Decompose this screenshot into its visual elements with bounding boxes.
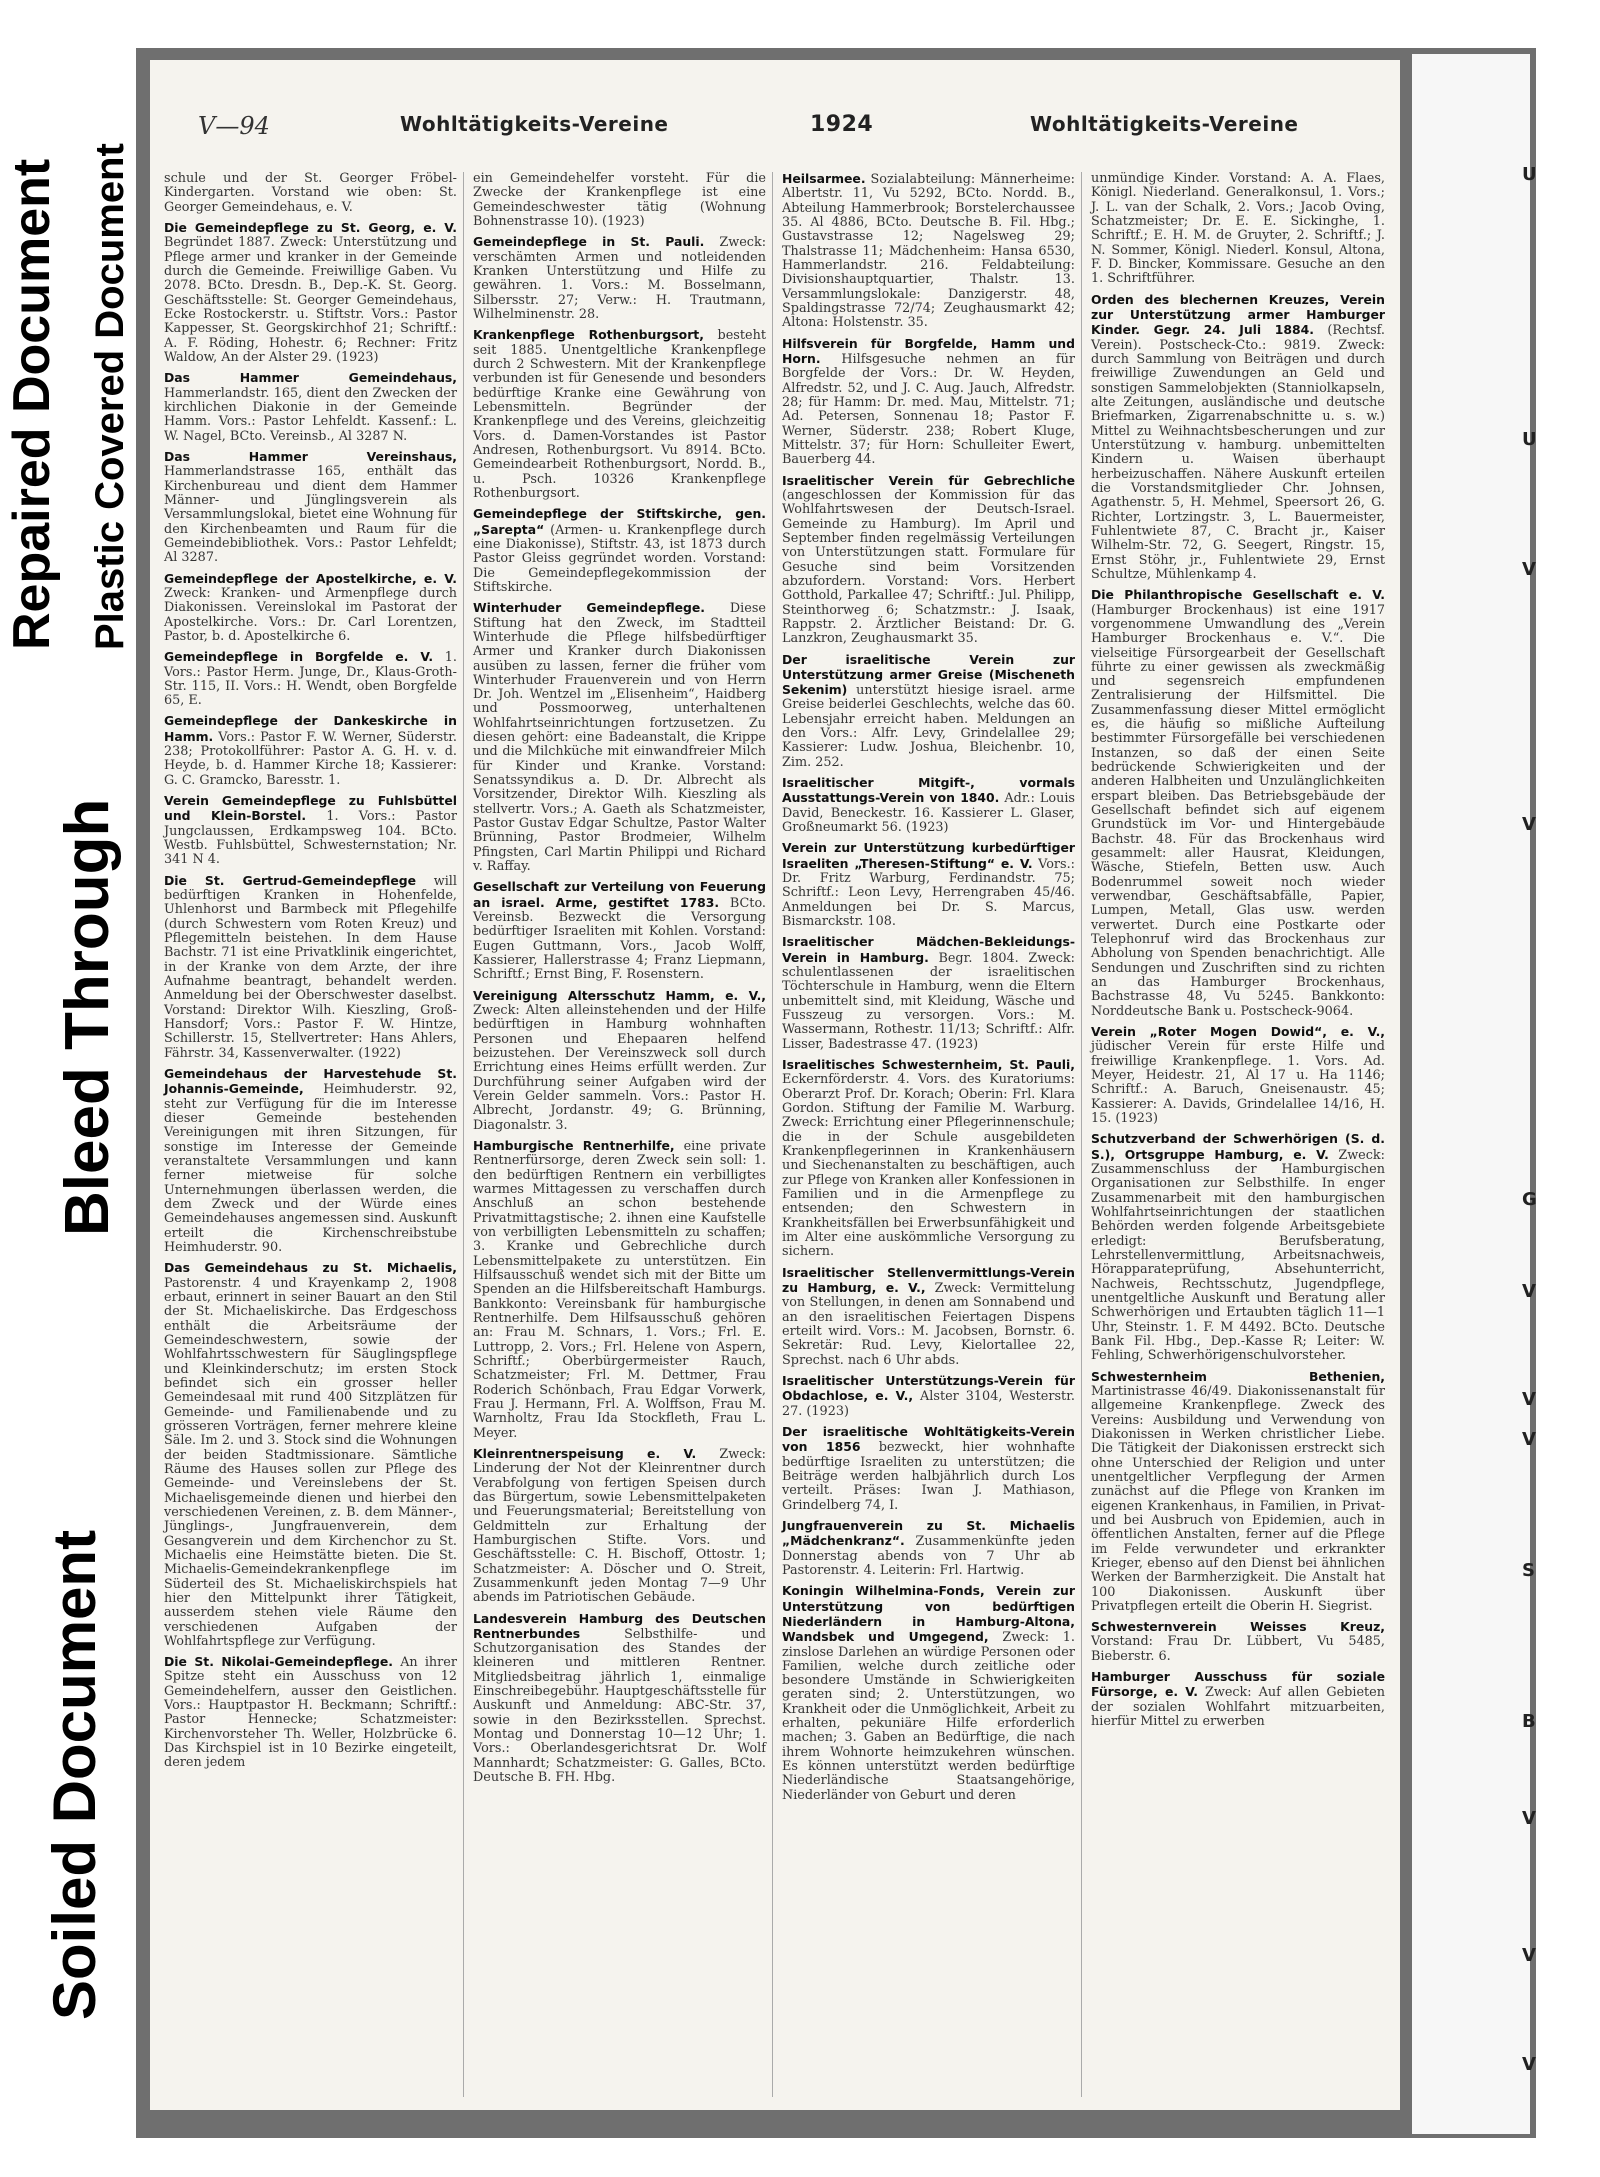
column-3: [776, 172, 1082, 2097]
entry-title: Krankenpflege Rothenburgsort,: [473, 327, 704, 343]
entry-body: (Hamburger Brockenhaus) ist eine 1917 vorgenommene Umwandlung des „Verein Hamburger Brockenhaus e. V.“. Die vielseitige Fürsorgearbeit der Gesellschaft führte zu einer gewissen als zweckmäßig und segensreich empfundenen Zentralisierung der Hilfsmittel. Die Zusammenfassung dieser Mittel ermöglicht es, die häufig so mißliche Aufteilung bestimmter Fürsorgefälle bei verschiedenen Instanzen, so daß der einen Seite bedrückende Schwierigkeiten und der anderen Halbheiten und Unzulänglichkeiten erspart bleiben. Das Betriebsgebäude der Gesellschaft befindet sich auf eigenem Grundstück im Vor- und Hintergebäude Bachstr. 48. Für das Brockenhaus wird gesammelt: aller Hausrat, Kleidungen, Wäsche, Stiefeln, Betten usw. Auch Bodenrummel soweit noch wieder verwendbar, Geschäftsabfälle, Papier, Lumpen, Metall, Glas usw. werden verwertet. Durch eine Postkarte oder Telephonruf wird das Brockenhaus zur Abholung von Spenden benachrichtigt. Alle Sendungen und Zuschriften sind zu richten an das Hamburger Brockenhaus, Bachstrasse 48, Vu 5245. Bankkonto: Norddeutsche Bank u. Postscheck-9064.: [1091, 602, 1385, 1019]
entry-body: Zweck: Alten alleinstehenden und der Hilfe bedürftigen in Hamburg wohnhaften Personen und Ehepaaren helfend beizustehen. Der Vereinszweck soll durch Errichtung eines Heims erfüllt werden. Zur Durchführung seiner Aufgaben wird der Verein Gelder sammeln. Vors.: Pastor H. Albrecht, Jordanstr. 49; G. Brünning, Diagonalstr. 3.: [473, 1003, 766, 1133]
entry-body: Selbsthilfe- und Schutzorganisation des Standes der kleineren und mittleren Rentner. Mitgliedsbeitrag jährlich 1, einmalige Einschreibegebühr. Hauptgeschäftsstelle für Auskunft und Anmeldung: ABC-Str. 37, sowie in den Bezirksstellen. Sprechst. Montag und Donnerstag 10—12 Uhr; 1. Vors.: Oberlandesgerichtsrat Dr. Wolf Mannhardt; Schatzmeister: G. Galles, BCto. Deutsche B. FH. Hbg.: [473, 1626, 766, 1786]
directory-entry: [164, 1655, 457, 1771]
entry-title: Der israelitische Verein zur Unterstützung armer Greise (Mischeneth Sekenim): [782, 651, 1075, 698]
directory-entry: [1091, 293, 1385, 583]
directory-entry: [164, 371, 457, 444]
directory-entry: [782, 474, 1075, 647]
directory-entry: [782, 935, 1075, 1052]
entry-body: An ihrer Spitze steht ein Ausschuss von 12 Gemeindehelfern, ausser den Geistlichen. Vors.: Hauptpastor H. Beckmann; Schriftf.: Pastor Hennecke; Schatzmeister: Kirchenvorsteher Th. Weller, Holzbrücke 6. Das Kirchspiel ist in 10 Bezirke eingeteilt, deren jedem: [164, 1655, 457, 1771]
entry-title: Gemeindepflege in St. Pauli.: [473, 234, 705, 250]
entry-title: Die Gemeindepflege zu St. Georg, e. V.: [164, 219, 457, 235]
strip-fragment: B: [1522, 1711, 1536, 1732]
directory-entry: [473, 1612, 766, 1786]
entry-title: Gemeindepflege in Borgfelde e. V.: [164, 649, 434, 665]
directory-entry: [164, 714, 457, 788]
entry-title: Verein Gemeindepflege zu Fuhlsbüttel und Klein-Borstel.: [164, 793, 457, 824]
directory-entry: [782, 1519, 1075, 1578]
column-1: [158, 172, 464, 2097]
entry-body: Hammerlandstr. 165, dient den Zwecken der kirchlichen Diakonie in der Gemeinde Hamm. Vors.: Pastor Lehfeldt. Kassenf.: L. W. Nagel, BCto. Vereinsb., Al 3287 N.: [164, 385, 457, 444]
strip-fragment: S: [1522, 1560, 1535, 1581]
entry-body: Hilfsgesuche nehmen an für Borgfelde der Vors.: Dr. W. Heyden, Alfredstr. 52, und J. C. Aug. Jauch, Alfredstr. 28; für Hamm: Dr. med. Mau, Mittelstr. 71; Ad. Petersen, Sonnenau 18; Pastor F. Werner, Süderstr. 238; Robert Kluge, Mittelstr. 37; für Horn: Schulleiter Ewert, Bauerberg 44.: [782, 351, 1075, 468]
entry-title: Hamburgische Rentnerhilfe,: [473, 1138, 675, 1153]
entry-title: Das Hammer Vereinshaus,: [164, 448, 457, 464]
entry-body: jüdischer Verein für erste Hilfe und freiwillige Krankenpflege. 1. Vors. Ad. Meyer, Heidestr. 21, Al 17 u. Ha 1146; Schriftf.: A. Baruch, Gneisenaustr. 45; Kassierer: A. Davids, Grindelallee 14/16, H. 15. (1923): [1091, 1039, 1385, 1126]
entry-title: Das Gemeindehaus zu St. Michaelis,: [164, 1260, 457, 1276]
entry-body: Zweck: Auf allen Gebieten der sozialen Wohlfahrt mitzuarbeiten, hierfür Mittel zu erwerben: [1091, 1685, 1385, 1730]
entry-title: Schwesternverein Weisses Kreuz,: [1091, 1619, 1385, 1635]
directory-entry: [782, 337, 1075, 468]
entry-body: Zweck: verschämten Armen und notleidenden Kranken Unterstützung und Hilfe zu gewähren. 1. Vors.: M. Bosselmann, Silbersstr. 27; Verw.: H. Trautmann, Wilhelminenstr. 28.: [473, 235, 767, 322]
directory-entry: [1091, 1670, 1385, 1729]
entry-title: Israelitischer Mädchen-Bekleidungs-Verein in Hamburg.: [782, 934, 1075, 965]
soiled-document-label: Soiled Document: [41, 1529, 108, 2020]
directory-entry: [782, 1425, 1075, 1513]
directory-entry: [473, 507, 766, 595]
entry-body: Hammerlandstrasse 165, enthält das Kirchenbureau und dient dem Hammer Männer- und Jünglingsverein als Versammlungslokal, bietet eine Wohnung für den Kirchenbeamten und Raum für die Gemeindebibliothek. Vors.: Pastor Lehfeldt; Al 3287.: [164, 464, 457, 566]
entry-body: will bedürftigen Kranken in Hohenfelde, Uhlenhorst und Barmbeck mit Pflegehilfe (durch Schwestern vom Roten Kreuz) und Pflegemitteln beistehen. In dem Hause Bachstr. 71 ist eine Privatklinik eingerichtet, in der Kranke von dem Arzte, der ihre Aufnahme beantragt, behandelt werden. Anmeldung bei der Oberschwester daselbst. Vorstand: Direktor Wilh. Kieszling, Groß-Hansdorf; Vors.: Pastor F. W. Hintze, Schillerstr. 15, Stellvertreter: Hans Ahlers, Fährstr. 34, Kassenverwalter. (1922): [164, 873, 457, 1061]
directory-entry: [782, 841, 1075, 929]
entry-body: 1. Vors.: Pastor Herm. Junge, Dr., Klaus-Groth-Str. 115, II. Vors.: H. Wendt, oben Borgfelde 65, E.: [164, 650, 457, 709]
strip-fragment: V: [1522, 814, 1536, 835]
entry-body: ein Gemeindehelfer vorsteht. Für die Zwecke der Krankenpflege ist eine Gemeindeschwester tätig (Wohnung Bohnenstrasse 10). (1923): [473, 171, 766, 229]
entry-body: (angeschlossen der Kommission für das Wohlfahrtswesen der Deutsch-Israel. Gemeinde zu Hamburg). Im April und September finden regelmässig Verteilungen von Unterstützungen statt. Formulare für Gesuche sind beim Vorsitzenden abzufordern. Vorstand: Vors. Herbert Gotthold, Parkallee 47; Schriftf.: Jul. Philipp, Steinthorweg 6; Schatzmstr.: J. Isaak, Rappstr. 2. Ärztlicher Beistand: Dr. G. Lanzkron, Zeughausmarkt 35.: [782, 487, 1075, 647]
directory-entry: [164, 794, 457, 868]
entry-body: Zweck: Linderung der Not der Kleinrentner durch Verabfolgung von fertigen Speisen durch das Bürgertum, sowie Lebensmittelpaketen und Feuerungsmaterial; Bereitstellung von Geldmitteln zur Erhaltung der Hamburgischen Stifte. Vors. und Geschäftsstelle: C. H. Bischoff, Ottostr. 1; Schatzmeister: A. Döscher und O. Streit, Zusammenkunft jeden Montag 7—9 Uhr abends im Patriotischen Gebäude.: [473, 1446, 766, 1606]
entry-title: Gemeindehaus der Harvestehude St. Johannis-Gemeinde,: [164, 1066, 457, 1097]
directory-entry: [782, 1266, 1075, 1368]
directory-entry: [473, 880, 766, 982]
entry-body: Pastorenstr. 4 und Krayenkamp 2, 1908 erbaut, erinnert in seiner Bauart an den Stil der St. Michaeliskirche. Das Erdgeschoss enthält die Arbeitsräume der Gemeindeschwestern, sowie der Wohlfahrtsschwestern für Säuglingspflege und Kleinkinderschutz; im ersten Stock befindet sich ein grosser heller Gemeindesaal mit rund 400 Sitzplätzen für Gemeinde- und Familienabende und zu grösseren Vorträgen, ferner mehrere kleine Säle. Im 2. und 3. Stock sind die Wohnungen der beiden Stadtmissionare. Sämtliche Räume des Hauses sollen zur Pflege des Gemeinde- und Vereinslebens der St. Michaelisgemeinde dienen und hierbei den verschiedenen Vereinen, z. B. dem Männer-, Jünglings-, Jungfrauenverein, dem Gesangverein und dem Kirchenchor zu St. Michaelis eine Heimstätte bieten. Die St. Michaelis-Gemeindekrankenpflege im Süderteil des St. Michaeliskirchspiels hat hier den Mittelpunkt ihrer Tätigkeit, ausserdem stehen viele Räume den verschiedenen Aufgaben der Wohlfahrtspflege zur Verfügung.: [164, 1275, 457, 1649]
strip-fragment: V: [1522, 1389, 1536, 1410]
entry-body: unmündige Kinder. Vorstand: A. A. Flaes, Königl. Niederland. Generalkonsul, 1. Vors.; J. L. van der Schalk, 2. Vors.; Jacob Oving, Schatzmeister; Dr. E. E. Sickinghe, 1. Schriftf.; E. H. M. de Gruyter, 2. Schriftf.; J. N. Sommer, Königl. Niederl. Konsul, Altona, F. D. Bincker, Kommissare. Gesuche an den 1. Schriftführer.: [1091, 171, 1385, 287]
scanned-page: [150, 60, 1400, 2110]
strip-fragment: V: [1522, 2054, 1536, 2075]
bleed-through-label: Bleed Through: [53, 798, 122, 1236]
entry-body: Heimhuderstr. 92, steht zur Verfügung für die im Interesse dieser Gemeinde bestehenden Vereinigungen mit ihren Sitzungen, für sonstige im Interesse der Gemeinde veranstaltete Versammlungen und kann ferner mietweise für solche Unternehmungen überlassen werden, die dem Zweck und der Würde eines Gemeindehauses angemessen sind. Auskunft erteilt die Kirchenschreibstube Heimhuderstr. 90.: [164, 1082, 457, 1255]
directory-entry: [164, 172, 457, 215]
entry-title: Koningin Wilhelmina-Fonds, Verein zur Unterstützung von bedürftigen Niederländern in Hamburg-Altona, Wandsbek und Umgegend,: [782, 1583, 1075, 1645]
directory-entry: [164, 450, 457, 566]
directory-entry: [473, 172, 766, 229]
entry-body: Zweck: 1. zinslose Darlehen an würdige Personen oder Familien, welche durch zeitliche oder besondere Umstände in Schwierigkeiten geraten sind; 2. Unterstützungen, wo Krankheit oder die Unmöglichkeit, Arbeit zu erhalten, pekuniäre Hilfe erforderlich machen; 3. Gaben an Bedürftige, die nach ihrem Wohnorte heimzukehren wünschen. Es können unterstützt werden bedürftige Niederländische Staatsangehörige, Niederländer von Geburt und deren: [782, 1630, 1075, 1803]
entry-title: Gesellschaft zur Verteilung von Feuerung an israel. Arme, gestiftet 1783.: [473, 879, 766, 910]
directory-entry: [164, 874, 457, 1061]
entry-title: Israelitischer Unterstützungs-Verein für Obdachlose, e. V.,: [782, 1372, 1075, 1404]
entry-title: Verein zur Unterstützung kurbedürftiger Israeliten „Theresen-Stiftung“ e. V.: [782, 840, 1075, 871]
entry-body: Vorstand: Frau Dr. Lübbert, Vu 5485, Bieberstr. 6.: [1091, 1634, 1385, 1664]
strip-fragment: V: [1522, 1429, 1536, 1450]
directory-entry: [473, 1139, 766, 1441]
plastic-covered-document-label: Plastic Covered Document: [88, 143, 132, 650]
directory-entry: [473, 989, 766, 1133]
entry-title: Jungfrauenverein zu St. Michaelis „Mädchenkranz“.: [782, 1517, 1075, 1549]
directory-entry: [782, 1374, 1075, 1419]
entry-body: Zweck: Kranken- und Armenpflege durch Diakonissen. Vereinslokal im Pastorat der Apostelkirche. Vors.: Dr. Carl Lorentzen, Pastor, b. d. Apostelkirche 6.: [164, 585, 457, 644]
entry-title: Schwesternheim Bethenien,: [1091, 1368, 1385, 1384]
directory-entry: [1091, 1132, 1385, 1363]
entry-body: Eckernförderstr. 4. Vors. des Kuratoriums: Oberarzt Prof. Dr. Korach; Oberin: Frl. Klara Gordon. Stiftung der Familie M. Warburg. Zweck: Errichtung einer Pflegerinnenschule; die in der Schule ausgebildeten Krankenpflegerinnen in Krankenhäusern und Siechenanstalten zu beschäftigen, auch zur Pflege von Kranken aller Konfessionen in Familien und in die Armenpflege zu entsenden; den Schwestern in Krankheitsfällen bei Erwerbsunfähigkeit und im Alter eine auskömmliche Versorgung zu sichern.: [782, 1072, 1075, 1260]
entry-body: Vors.: Dr. Fritz Warburg, Ferdinandstr. 75; Schriftf.: Leon Levy, Herrengraben 45/46. Anmeldungen bei Dr. S. Marcus, Bismarckstr. 108.: [782, 856, 1075, 930]
directory-entry: [782, 776, 1075, 835]
directory-entry: [782, 653, 1075, 771]
entry-body: Zusammenkünfte jeden Donnerstag abends von 7 Uhr ab Pastorenstr. 4. Leiterin: Frl. Hartwig.: [782, 1534, 1075, 1578]
directory-entry: [473, 1447, 766, 1606]
directory-entry: [473, 235, 766, 322]
strip-fragment: V: [1522, 559, 1536, 580]
entry-title: Landesverein Hamburg des Deutschen Rentnerbundes: [473, 1610, 766, 1641]
entry-title: Israelitischer Verein für Gebrechliche: [782, 472, 1075, 488]
entry-body: Zweck: Zusammenschluss der Hamburgischen Organisationen zur Selbsthilfe. In enger Zusammenarbeit mit den hamburgischen Wohlfahrtseinrichtungen der staatlichen Behörden werden folgende Arbeitsgebiete erledigt: Berufsberatung, Lehrstellenvermittlung, Arbeitsnachweis, Hörapparateprüfung, Absehunterricht, Nachweis, Rechtsschutz, Jugendpflege, unentgeltliche Auskunft und Beratung aller Schwerhörigen und Ertaubten täglich 11—1 Uhr, Steinstr. 1. F. M 4492. BCto. Deutsche Bank Fil. Hbg., Dep.-Kasse R; Leiter: W. Fehling, Schwerhörigenschulvorsteher.: [1091, 1147, 1385, 1364]
entry-title: Gemeindepflege der Dankeskirche in Hamm.: [164, 713, 457, 744]
column-4: [1085, 172, 1391, 2097]
entry-title: Verein „Roter Mogen Dowid“, e. V.,: [1091, 1024, 1385, 1040]
strip-fragment: U: [1522, 164, 1537, 185]
entry-title: Kleinrentnerspeisung e. V.: [473, 1445, 697, 1461]
entry-body: unterstützt hiesige israel. arme Greise beiderlei Geschlechts, welche das 60. Lebensjahr erreicht haben. Meldungen an den Vors.: Alfr. Levy, Grindelallee 29; Kassierer: Ludw. Joshua, Bleichenbr. 10, Zim. 252.: [782, 683, 1075, 770]
entry-title: Die Philanthropische Gesellschaft e. V.: [1091, 587, 1385, 603]
entry-body: Adr.: Louis David, Beneckestr. 16. Kassierer L. Glaser, Großneumarkt 56. (1923): [782, 791, 1076, 836]
running-title-right: Wohltätigkeits-Vereine: [1030, 112, 1299, 136]
entry-body: Begründet 1887. Zweck: Unterstützung und Pflege armer und kranker in der Gemeinde durch die Gemeinde. Freiwillige Gaben. Vu 2078. BCto. Dresdn. B., Dep.-K. St. Georg. Geschäftsstelle: St. Georger Gemeindehaus, Ecke Rostockerstr. u. Stiftstr. Vors.: Pastor Kappesser, St. Georgskirchhof 21; Schriftf.: A. F. Röding, Hohestr. 6; Rechner: Fritz Waldow, An der Alster 29. (1923): [164, 235, 457, 365]
directory-entry: [164, 650, 457, 708]
directory-entry: [473, 601, 766, 874]
directory-entry: [164, 1067, 457, 1255]
entry-body: schule und der St. Georger Fröbel-Kindergarten. Vorstand wie oben: St. Georger Gemeindehaus, e. V.: [164, 171, 457, 215]
directory-entry: [1091, 1025, 1385, 1126]
entry-body: (Rechtsf. Verein). Postscheck-Cto.: 9819. Zweck: durch Sammlung von Beiträgen und durch freiwillige Zuwendungen an Geld und sonstigen Sammelobjekten (Stanniolkapseln, alte Zeitungen, ausländische und deutsche Briefmarken, Zigarrenabschnitte u. s. w.) Mittel zu Weihnachtsbescherungen und zur Unterstützung v. hamburg. unbemittelten Kindern u. Waisen überhaupt herbeizuschaffen. Nähere Auskunft erteilen die Vorstandsmitglieder Chr. Johnsen, Agathenstr. 5, H. Mehmel, Speersort 26, G. Richter, Lortzingstr. 3, L. Bauermeister, Fuhlentwiete 87, C. Bracht jr., Kaiser Wilhelm-Str. 72, G. Seegert, Ringstr. 15, Ernst Stöhr, jr., Fuhlentwiete 29, Ernst Schultze, Mühlenkamp 4.: [1091, 323, 1385, 582]
entry-title: Die St. Nikolai-Gemeindepflege.: [164, 1654, 394, 1670]
facing-page-strip: [1412, 54, 1537, 2134]
entry-body: bezweckt, hier wohnhafte bedürftige Israeliten zu unterstützen; die Beiträge werden halbjährlich durch Los verteilt. Präses: Iwan J. Mathiason, Grindelberg 74, I.: [782, 1440, 1075, 1513]
entry-title: Schutzverband der Schwerhörigen (S. d. S.), Ortsgruppe Hamburg, e. V.: [1091, 1131, 1385, 1162]
entry-title: Das Hammer Gemeindehaus,: [164, 370, 457, 386]
directory-entry: [164, 221, 457, 365]
entry-body: 1. Vors.: Pastor Jungclaussen, Erdkampsweg 104. BCto. Westb. Fuhlsbüttel, Schwesternstation; Nr. 341 N 4.: [164, 809, 457, 868]
entry-body: Vors.: Pastor F. W. Werner, Süderstr. 238; Protokollführer: Pastor A. G. H. v. d. Heyde, b. d. Hammer Kirche 18; Kassierer: G. C. Gramcko, Baresstr. 1.: [164, 729, 457, 788]
entry-body: besteht seit 1885. Unentgeltliche Krankenpflege durch 2 Schwestern. Mit der Krankenpflege verbunden ist für Genesende und besonders bedürftige Kranke eine Gewährung von Lebensmitteln. Begründer der Krankenpflege und des Vereins, gleichzeitig Vors. d. Damen-Vorstandes ist Pastor Andresen, Rothenburgsort. Vu 8914. BCto. Gemeindearbeit Rothenburgsort, Nordd. B., u. Psch. 10326 Krankenpflege Rothenburgsort.: [473, 328, 766, 501]
running-year: 1924: [810, 112, 874, 137]
entry-title: Gemeindepflege der Apostelkirche, e. V.: [164, 570, 457, 586]
strip-fragment: G: [1522, 1189, 1537, 1210]
entry-title: Israelitischer Stellenvermittlungs-Verein zu Hamburg, e. V.,: [782, 1264, 1075, 1295]
entry-body: (Armen- u. Krankenpflege durch eine Diakonisse), Stiftstr. 43, ist 1873 durch Pastor Gleiss gegründet worden. Vorstand: Die Gemeindepflegekommission der Stiftskirche.: [473, 522, 766, 595]
entry-body: Alster 3104, Westerstr. 27. (1923): [782, 1389, 1075, 1419]
entry-body: Zweck: Vermittelung von Stellungen, in denen am Sonnabend und an den israelitischen Feiertagen Dispens erteilt wird. Vors.: M. Jacobsen, Bornstr. 6. Sekretär: Rud. Levy, Kielortallee 22, Sprechst. nach 6 Uhr abds.: [782, 1280, 1075, 1368]
entry-title: Gemeindepflege der Stiftskirche, gen. „Sarepta“: [473, 506, 766, 537]
entry-title: Die St. Gertrud-Gemeindepflege: [164, 872, 416, 888]
strip-fragment: V: [1522, 1808, 1536, 1829]
entry-title: Vereinigung Altersschutz Hamm, e. V.,: [473, 987, 766, 1003]
entry-body: BCto. Vereinsb. Bezweckt die Versorgung bedürftiger Israeliten mit Kohlen. Vorstand: Eugen Guttmann, Vors., Jacob Wolff, Kassierer, Hallerstrasse 4; Franz Liepmann, Schriftf.; Ernst Bing, F. Rosenstern.: [473, 895, 766, 983]
column-2: [467, 172, 773, 2097]
directory-entry: [782, 1058, 1075, 1260]
directory-entry: [1091, 1620, 1385, 1664]
running-title-left: Wohltätigkeits-Vereine: [400, 112, 669, 136]
entry-title: Hamburger Ausschuss für soziale Fürsorge, e. V.: [1091, 1669, 1385, 1700]
entry-title: Israelitischer Mitgift-, vormals Ausstattungs-Verein von 1840.: [782, 775, 1075, 806]
directory-entry: [164, 1261, 457, 1649]
entry-title: Hilfsverein für Borgfelde, Hamm und Horn.: [782, 335, 1075, 366]
entry-body: Martinistrasse 46/49. Diakonissenanstalt für allgemeine Krankenpflege. Zweck des Vereins: Ausbildung und Verwendung von Diakonissen in Werken christlicher Liebe. Die Tätigkeit der Diakonissen erstreckt sich ohne Unterschied der Religion und unter unentgeltlicher Verpflegung der Armen zunächst auf die Pflege von Kranken im eigenen Krankenhaus, in Familien, in Privat- und bei Ausbruch von Epidemien, auch in öffentlichen Anstalten, ferner auf die Pflege im Felde verwundeter und erkrankter Krieger, ebenso auf den Dienst bei ähnlichen Werken der Barmherzigkeit. Die Anstalt hat 100 Diakonissen. Auskunft über Privatpflegen erteilt die Oberin H. Siegrist.: [1091, 1383, 1385, 1614]
directory-entry: [164, 572, 457, 645]
entry-body: Diese Stiftung hat den Zweck, im Stadtteil Winterhude die Pflege hilfsbedürftiger Armer und Kranker durch Diakonissen ausüben zu lassen, ferner die früher vom Winterhuder Frauenverein und von Herrn Dr. Joh. Wentzel im „Elisenheim“, Haidberg und Possmoorweg, unterhaltenen Wohlfahrtseinrichtungen fortzusetzen. Zu diesen gehört: eine Badeanstalt, die Krippe und die Milchküche mit einwandfreier Milch für Kinder und Kranke. Vorstand: Senatssyndikus a. D. Dr. Albrecht als Vorsitzender, Direktor Wilh. Kieszling als stellvertr. Vors.; A. Gaeth als Schatzmeister, Pastor Gustav Edgar Schultze, Pastor Walter Brünning, Pastor Brodmeier, Wilhelm Pfingsten, Carl Martin Philippi und Richard v. Raffay.: [473, 601, 766, 875]
directory-entry: [782, 172, 1075, 331]
entry-title: Orden des blechernen Kreuzes, Verein zur Unterstützung armer Hamburger Kinder. Gegr. 24. Juli 1884.: [1091, 291, 1385, 338]
entry-title: Winterhuder Gemeindepflege.: [473, 600, 706, 616]
entry-body: eine private Rentnerfürsorge, deren Zweck sein soll: 1. den bedürftigen Rentnern ein verbilligtes warmes Mittagessen zu verschaffen durch Anschluß an schon bestehende Privatmittagstische; 2. ihnen eine Kaufstelle von verbilligten Lebensmitteln zu schaffen; 3. Kranke und Gebrechliche durch Lebensmittelpakete zu unterstützen. Ein Hilfsausschuß wendet sich mit der Bitte um Spenden an die Hilfsbereitschaft Hamburgs. Bankkonto: Vereinsbank für hamburgische Rentnerhilfe. Dem Hilfsausschuß gehören an: Frau M. Schnars, 1. Vors.; Frl. E. Luttropp, 2. Vors.; Frl. Helene von Aspern, Schriftf.; Oberbürgermeister Rauch, Schatzmeister; Frl. M. Dettmer, Frau Roderich Schönbach, Frau Edgar Vorwerk, Frau J. Hermann, Frl. A. Wolffson, Frau M. Warnholtz, Frau Ida Stockfleth, Frau L. Meyer.: [473, 1139, 766, 1441]
repaired-document-label: Repaired Document: [3, 158, 61, 650]
text-columns: [158, 172, 1396, 2097]
directory-entry: [1091, 1370, 1385, 1615]
directory-entry: [473, 328, 766, 501]
entry-body: Sozialabteilung: Männerheime: Albertstr. 11, Vu 5292, BCto. Nordd. B., Abteilung Hammerbrook; Borstelerchaussee 35. Al 4886, BCto. Deutsche B. Fil. Hbg.; Gustavstrasse 12; Nagelsweg 29; Thalstrasse 11; Mädchenheim: Hansa 6530, Hammerlandstr. 216. Feldabteilung: Divisionshauptquartier, Thalstr. 13. Versammlungslokale: Danzigerstr. 48, Spaldingstrasse 72/74; Zeughausmarkt 42; Altona: Holstenstr. 35.: [782, 172, 1075, 331]
page-number: V—94: [198, 112, 270, 140]
directory-entry: [1091, 172, 1385, 287]
entry-body: Begr. 1804. Zweck: schulentlassenen der israelitischen Töchterschule in Hamburg, wenn die Eltern unbemittelt sind, mit Kleidung, Wäsche und Fusszeug zu versorgen. Vors.: M. Wassermann, Rothestr. 11/13; Schriftf.: Alfr. Lisser, Badestrasse 47. (1923): [782, 950, 1075, 1052]
strip-fragment: V: [1522, 1281, 1536, 1302]
directory-entry: [1091, 588, 1385, 1019]
entry-title: Der israelitische Wohltätigkeits-Verein von 1856: [782, 1423, 1075, 1455]
entry-title: Heilsarmee.: [782, 171, 866, 186]
directory-entry: [782, 1584, 1075, 1803]
strip-fragment: U: [1522, 429, 1537, 450]
strip-fragment: V: [1522, 1945, 1536, 1966]
entry-title: Israelitisches Schwesternheim, St. Pauli,: [782, 1057, 1075, 1073]
